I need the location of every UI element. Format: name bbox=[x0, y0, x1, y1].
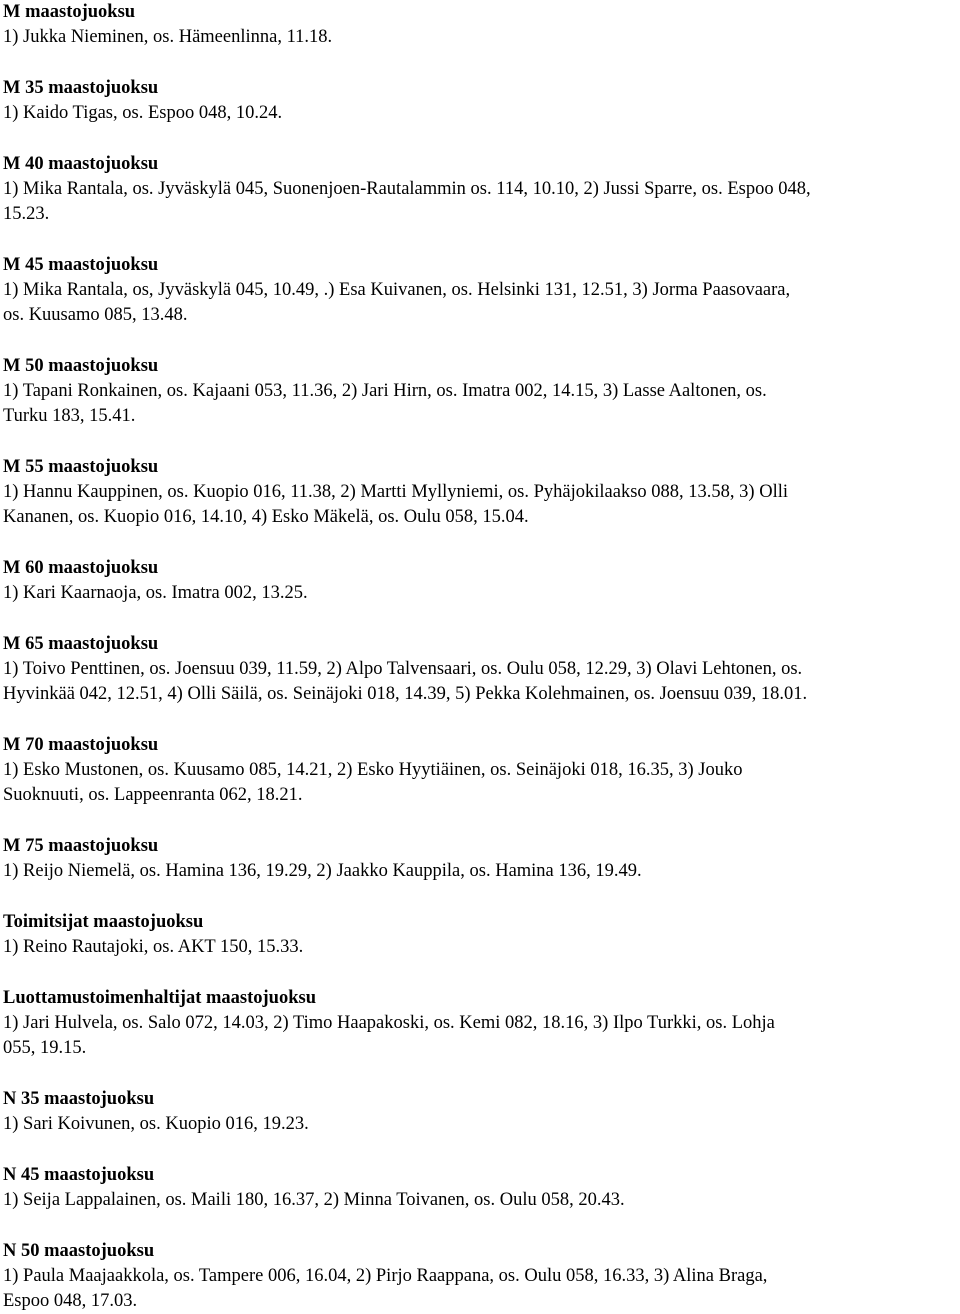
result-line: 1) Jukka Nieminen, os. Hämeenlinna, 11.18. bbox=[3, 27, 333, 47]
section-n45 bbox=[3, 1163, 953, 1213]
result-line: 1) Kari Kaarnaoja, os. Imatra 002, 13.25. bbox=[3, 583, 308, 603]
section-heading: M 60 maastojuoksu bbox=[3, 558, 159, 578]
section-n50 bbox=[3, 1239, 953, 1314]
section-toimitsijat bbox=[3, 910, 953, 960]
section-heading: M 75 maastojuoksu bbox=[3, 836, 159, 856]
section-heading: M 35 maastojuoksu bbox=[3, 78, 159, 98]
result-line: Espoo 048, 17.03. bbox=[3, 1291, 138, 1311]
section-heading: M 65 maastojuoksu bbox=[3, 634, 159, 654]
section-heading: N 35 maastojuoksu bbox=[3, 1089, 155, 1109]
section-heading: M maastojuoksu bbox=[3, 2, 136, 22]
result-line: Kananen, os. Kuopio 016, 14.10, 4) Esko Mäkelä, os. Oulu 058, 15.04. bbox=[3, 507, 529, 527]
spacer bbox=[3, 1061, 953, 1087]
section-heading: N 45 maastojuoksu bbox=[3, 1165, 155, 1185]
spacer bbox=[3, 1213, 953, 1239]
section-heading: M 55 maastojuoksu bbox=[3, 457, 159, 477]
result-line: 1) Paula Maajaakkola, os. Tampere 006, 16.04, 2) Pirjo Raappana, os. Oulu 058, 16.33, 3) Alina Braga, bbox=[3, 1266, 768, 1286]
spacer bbox=[3, 1137, 953, 1163]
section-heading: M 70 maastojuoksu bbox=[3, 735, 159, 755]
spacer bbox=[3, 50, 953, 76]
result-line: Turku 183, 15.41. bbox=[3, 406, 136, 426]
spacer bbox=[3, 808, 953, 834]
result-line: 1) Reijo Niemelä, os. Hamina 136, 19.29, 2) Jaakko Kauppila, os. Hamina 136, 19.49. bbox=[3, 861, 642, 881]
spacer bbox=[3, 328, 953, 354]
spacer bbox=[3, 707, 953, 733]
result-line: 1) Tapani Ronkainen, os. Kajaani 053, 11.36, 2) Jari Hirn, os. Imatra 002, 14.15, 3) Lasse Aaltonen, os. bbox=[3, 381, 767, 401]
section-m bbox=[3, 0, 953, 50]
spacer bbox=[3, 227, 953, 253]
result-line: 055, 19.15. bbox=[3, 1038, 87, 1058]
result-line: 1) Mika Rantala, os. Jyväskylä 045, Suonenjoen-Rautalammin os. 114, 10.10, 2) Jussi Sparre, os. Espoo 048, bbox=[3, 179, 811, 199]
section-n35 bbox=[3, 1087, 953, 1137]
spacer bbox=[3, 960, 953, 986]
result-line: os. Kuusamo 085, 13.48. bbox=[3, 305, 188, 325]
section-m40 bbox=[3, 152, 953, 227]
section-m50 bbox=[3, 354, 953, 429]
spacer bbox=[3, 530, 953, 556]
section-m60 bbox=[3, 556, 953, 606]
section-luottamustoimenhaltijat bbox=[3, 986, 953, 1061]
result-line: 15.23. bbox=[3, 204, 50, 224]
section-heading: M 40 maastojuoksu bbox=[3, 154, 159, 174]
spacer bbox=[3, 126, 953, 152]
section-m35 bbox=[3, 76, 953, 126]
document-body bbox=[3, 0, 953, 1314]
section-m45 bbox=[3, 253, 953, 328]
section-heading: Luottamustoimenhaltijat maastojuoksu bbox=[3, 988, 316, 1008]
spacer bbox=[3, 429, 953, 455]
result-line: Suoknuuti, os. Lappeenranta 062, 18.21. bbox=[3, 785, 303, 805]
result-line: 1) Esko Mustonen, os. Kuusamo 085, 14.21, 2) Esko Hyytiäinen, os. Seinäjoki 018, 16.35, 3) Jouko bbox=[3, 760, 743, 780]
result-line: 1) Seija Lappalainen, os. Maili 180, 16.37, 2) Minna Toivanen, os. Oulu 058, 20.43. bbox=[3, 1190, 625, 1210]
section-m75 bbox=[3, 834, 953, 884]
spacer bbox=[3, 884, 953, 910]
section-heading: M 45 maastojuoksu bbox=[3, 255, 159, 275]
result-line: 1) Kaido Tigas, os. Espoo 048, 10.24. bbox=[3, 103, 283, 123]
result-line: 1) Sari Koivunen, os. Kuopio 016, 19.23. bbox=[3, 1114, 309, 1134]
section-m65 bbox=[3, 632, 953, 707]
result-line: 1) Jari Hulvela, os. Salo 072, 14.03, 2) Timo Haapakoski, os. Kemi 082, 18.16, 3) Ilpo Turkki, os. Lohja bbox=[3, 1013, 775, 1033]
result-line: Hyvinkää 042, 12.51, 4) Olli Säilä, os. Seinäjoki 018, 14.39, 5) Pekka Kolehmainen, os. Joensuu 039, 18.01. bbox=[3, 684, 808, 704]
result-line: 1) Mika Rantala, os, Jyväskylä 045, 10.49, .) Esa Kuivanen, os. Helsinki 131, 12.51, 3) Jorma Paasovaara, bbox=[3, 280, 791, 300]
spacer bbox=[3, 606, 953, 632]
section-heading: Toimitsijat maastojuoksu bbox=[3, 912, 204, 932]
result-line: 1) Hannu Kauppinen, os. Kuopio 016, 11.38, 2) Martti Myllyniemi, os. Pyhäjokilaakso 088, 13.58, 3) Olli bbox=[3, 482, 788, 502]
result-line: 1) Reino Rautajoki, os. AKT 150, 15.33. bbox=[3, 937, 304, 957]
section-m55 bbox=[3, 455, 953, 530]
section-heading: M 50 maastojuoksu bbox=[3, 356, 159, 376]
result-line: 1) Toivo Penttinen, os. Joensuu 039, 11.59, 2) Alpo Talvensaari, os. Oulu 058, 12.29, 3) Olavi Lehtonen, os. bbox=[3, 659, 803, 679]
section-heading: N 50 maastojuoksu bbox=[3, 1241, 155, 1261]
section-m70 bbox=[3, 733, 953, 808]
